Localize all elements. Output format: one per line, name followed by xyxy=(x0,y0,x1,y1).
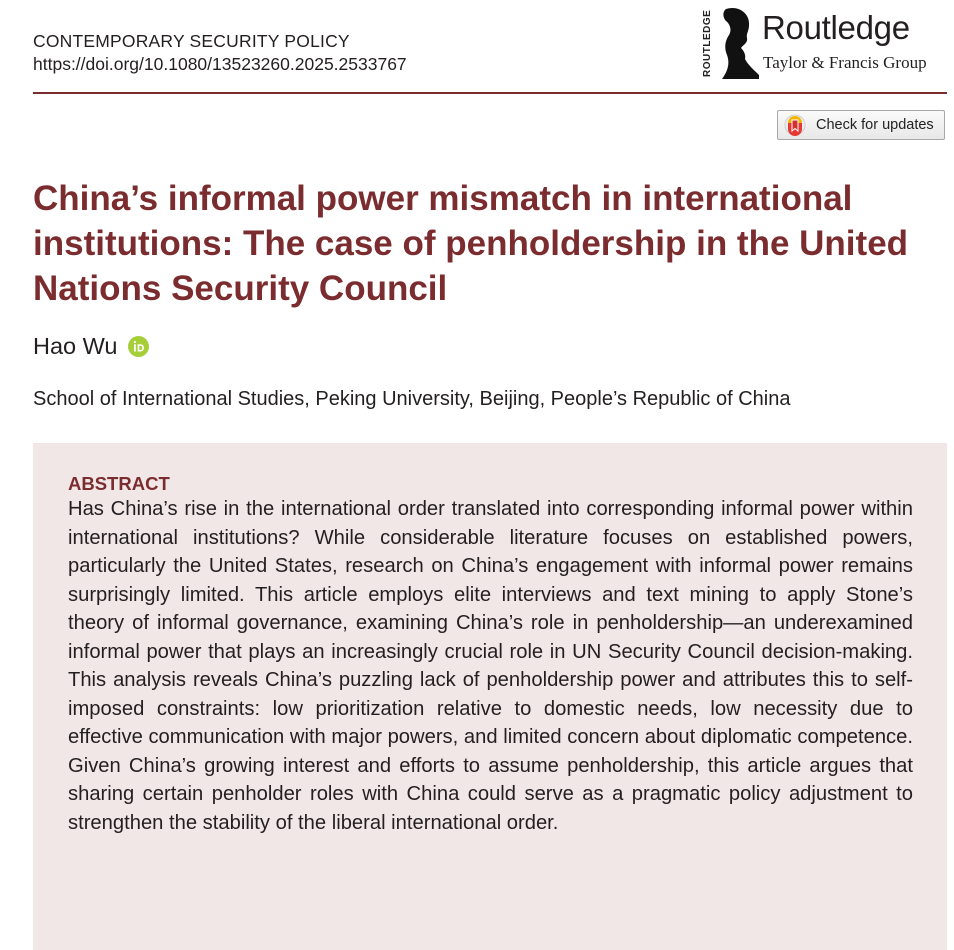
abstract-section xyxy=(33,443,947,950)
author-affiliation: School of International Studies, Peking University, Beijing, People’s Republic of China xyxy=(33,388,791,410)
publisher-logo[interactable] xyxy=(700,7,950,79)
publisher-name: Routledge xyxy=(762,9,910,46)
publisher-vertical-text: ROUTLEDGE xyxy=(702,9,713,77)
author-name[interactable]: Hao Wu xyxy=(33,333,118,359)
article-title: China’s informal power mismatch in international institutions: The case of penholdership in the United Nations Security Council xyxy=(33,179,909,308)
routledge-head-icon xyxy=(716,7,760,79)
doi-link[interactable]: https://doi.org/10.1080/13523260.2025.2533767 xyxy=(33,54,407,74)
abstract-text: Has China’s rise in the international order translated into corresponding informal power within international institutions? While considerable literature focuses on established powers, particularly the United States, research on China’s engagement with informal power remains surprisingly limited. This article employs elite interviews and text mining to apply Stone’s theory of informal governance, examining China’s role in penholdership—an underexamined informal power that plays an increasingly crucial role in UN Security Council decision-making. This analysis reveals China’s puzzling lack of penholdership power and attributes this to self-imposed constraints: low prioritization relative to domestic needs, low necessity due to effective communication with major powers, and limited concern about diplomatic competence. Given China’s growing interest and efforts to assume penholdership, this article argues that sharing certain penholder roles with China could serve as a pragmatic policy adjustment to strengthen the stability of the liberal international order. xyxy=(68,498,913,834)
author-line xyxy=(33,333,149,360)
abstract-heading: ABSTRACT xyxy=(68,473,170,494)
check-for-updates-button[interactable] xyxy=(777,110,945,140)
header-divider xyxy=(33,92,947,94)
crossmark-icon xyxy=(784,114,806,136)
orcid-icon[interactable] xyxy=(128,336,149,357)
check-for-updates-label: Check for updates xyxy=(816,117,934,133)
publisher-group: Taylor & Francis Group xyxy=(763,53,927,72)
journal-name: CONTEMPORARY SECURITY POLICY xyxy=(33,31,350,51)
journal-header xyxy=(33,30,407,75)
